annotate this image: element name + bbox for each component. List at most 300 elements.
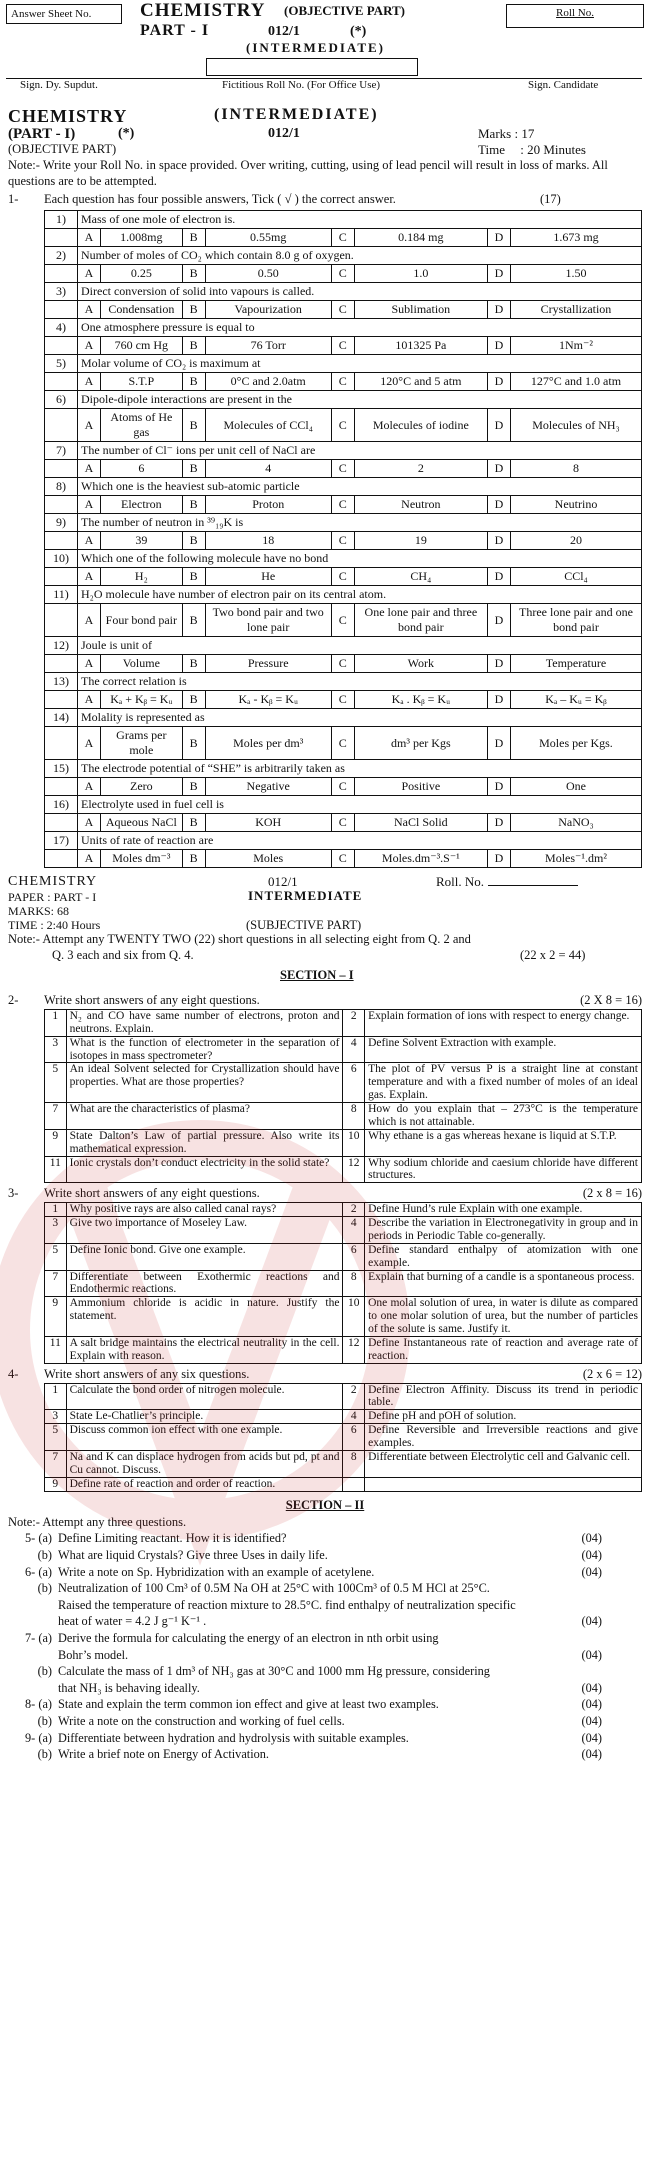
mcq-stem-row xyxy=(45,832,642,850)
option-d[interactable]: One xyxy=(510,778,641,796)
sq-number: 8 xyxy=(343,1270,365,1297)
mcq-stem: Units of rate of reaction are xyxy=(78,832,642,850)
q3-heading xyxy=(0,1183,650,1202)
mcq-number: 13) xyxy=(45,673,78,691)
option-letter-a: A xyxy=(78,496,101,514)
option-b[interactable]: 0°C and 2.0atm xyxy=(205,373,331,391)
long-question-line xyxy=(8,1547,642,1564)
option-a[interactable]: S.T.P xyxy=(101,373,183,391)
long-question-line xyxy=(8,1580,642,1597)
sq-text: Explain formation of ions with respect to energy change. xyxy=(365,1009,642,1036)
short-question-row xyxy=(45,1450,642,1477)
mcq-stem-row xyxy=(45,355,642,373)
lq-text: Write a note on the construction and working of fuel cells. xyxy=(58,1713,345,1728)
sq-number: 6 xyxy=(343,1424,365,1451)
subj-subject: CHEMISTRY xyxy=(8,874,98,889)
sq-number: 12 xyxy=(343,1336,365,1363)
q3-table xyxy=(44,1202,642,1364)
mcq-stem: Joule is unit of xyxy=(78,637,642,655)
obj-star: (*) xyxy=(118,126,135,141)
option-letter-a: A xyxy=(78,265,101,283)
short-question-row xyxy=(45,1036,642,1063)
short-question-row xyxy=(45,1129,642,1156)
mcq-stem: The correct relation is xyxy=(78,673,642,691)
option-c[interactable]: Sublimation xyxy=(354,301,487,319)
option-d[interactable]: Kₐ – Kᵤ = Kᵦ xyxy=(510,691,641,709)
option-b[interactable]: 76 Torr xyxy=(205,337,331,355)
time-value: : 20 Minutes xyxy=(520,142,586,157)
answer-sheet-box[interactable] xyxy=(6,4,122,24)
mcq-number: 12) xyxy=(45,637,78,655)
option-d[interactable]: 1.673 mg xyxy=(510,229,641,247)
option-c[interactable]: dm³ per Kgs xyxy=(354,727,487,760)
header-objective-part: (OBJECTIVE PART) xyxy=(284,3,406,18)
sq-number: 11 xyxy=(45,1156,67,1183)
mcq-number: 6) xyxy=(45,391,78,409)
lq-number: (b) xyxy=(37,1581,52,1596)
mcq-number: 7) xyxy=(45,442,78,460)
subj-note-2: Q. 3 each and six from Q. 4. xyxy=(52,948,194,962)
lq-number xyxy=(8,1647,58,1664)
option-a[interactable]: H₂ xyxy=(101,568,183,586)
sq-number xyxy=(343,1477,365,1491)
mcq-stem: Electrolyte used in fuel cell is xyxy=(78,796,642,814)
q4-heading xyxy=(0,1364,650,1383)
sign-supdt-label: Sign. Dy. Supdut. xyxy=(20,79,98,91)
option-b[interactable]: KOH xyxy=(205,814,331,832)
short-question-row xyxy=(45,1297,642,1337)
q4-table xyxy=(44,1383,642,1492)
mcq-stem: One atmosphere pressure is equal to xyxy=(78,319,642,337)
option-c[interactable]: 101325 Pa xyxy=(354,337,487,355)
mcq-stem-row xyxy=(45,796,642,814)
lq-text: Calculate the mass of 1 dm³ of NH₃ gas at 30°C and 1000 mm Hg pressure, considering xyxy=(58,1664,490,1679)
subj-intermediate: INTERMEDIATE xyxy=(248,888,363,903)
option-letter-d: D xyxy=(487,229,510,247)
option-c[interactable]: Kₐ . Kᵦ = Kᵤ xyxy=(354,691,487,709)
mcq-spacer xyxy=(45,496,78,514)
option-letter-d: D xyxy=(487,814,510,832)
option-letter-b: B xyxy=(182,568,205,586)
option-d[interactable]: Three lone pair and one bond pair xyxy=(510,604,641,637)
mcq-spacer xyxy=(45,409,78,442)
option-a[interactable]: 39 xyxy=(101,532,183,550)
mcq-stem-row xyxy=(45,247,642,265)
option-c[interactable]: 0.184 mg xyxy=(354,229,487,247)
sq-text: Define Electron Affinity. Discuss its trend in periodic table. xyxy=(365,1383,642,1410)
sign-candidate-label: Sign. Candidate xyxy=(528,79,599,91)
option-letter-c: C xyxy=(331,850,354,868)
option-b[interactable]: Two bond pair and two lone pair xyxy=(205,604,331,637)
option-a[interactable]: Aqueous NaCl xyxy=(101,814,183,832)
mcq-stem: The number of Cl⁻ ions per unit cell of NaCl are xyxy=(78,442,642,460)
lq-text: Bohr’s model. xyxy=(58,1647,129,1662)
fictitious-roll-label: Fictitious Roll No. (For Office Use) xyxy=(222,79,381,91)
header-subject: CHEMISTRY xyxy=(140,0,266,21)
mcq-options-row xyxy=(45,265,642,283)
long-question-line xyxy=(8,1713,642,1730)
option-letter-b: B xyxy=(182,727,205,760)
long-question-line xyxy=(8,1613,642,1630)
subj-part-label: (SUBJECTIVE PART) xyxy=(246,918,362,932)
sq-number: 1 xyxy=(45,1009,67,1036)
q2-number: 2- xyxy=(8,993,19,1007)
option-b[interactable]: 0.55mg xyxy=(205,229,331,247)
mcq-spacer xyxy=(45,691,78,709)
option-letter-d: D xyxy=(487,778,510,796)
lq-text: that NH₃ is behaving ideally. xyxy=(58,1680,200,1695)
sq-text: Define Hund’s rule Explain with one example. xyxy=(365,1203,642,1217)
option-d[interactable]: 127°C and 1.0 atm xyxy=(510,373,641,391)
option-a[interactable]: Electron xyxy=(101,496,183,514)
option-b[interactable]: Vapourization xyxy=(205,301,331,319)
mcq-stem-row xyxy=(45,391,642,409)
mcq-stem: The number of neutron in ³⁹₁₉K is xyxy=(78,514,642,532)
mcq-stem: H₂O molecule have number of electron pair on its central atom. xyxy=(78,586,642,604)
lq-text: Raised the temperature of reaction mixture to 28.5°C. find enthalpy of neutralization specific xyxy=(58,1597,516,1612)
lq-number xyxy=(8,1680,58,1697)
sq-text: Differentiate between Electrolytic cell and Galvanic cell. xyxy=(365,1450,642,1477)
option-letter-c: C xyxy=(331,691,354,709)
lq-text: Neutralization of 100 Cm³ of 0.5M Na OH at 25°C with 100Cm³ of 0.5 M HCl at 25°C. xyxy=(58,1581,490,1596)
option-letter-c: C xyxy=(331,814,354,832)
option-c[interactable]: 120°C and 5 atm xyxy=(354,373,487,391)
mcq-stem: Molality is represented as xyxy=(78,709,642,727)
option-c[interactable]: 19 xyxy=(354,532,487,550)
subj-note-marks: (22 x 2 = 44) xyxy=(520,948,586,962)
sq-number: 4 xyxy=(343,1410,365,1424)
option-letter-a: A xyxy=(78,409,101,442)
option-a[interactable]: 760 cm Hg xyxy=(101,337,183,355)
mcq-spacer xyxy=(45,655,78,673)
sq-number: 5 xyxy=(45,1424,67,1451)
option-letter-c: C xyxy=(331,568,354,586)
mcq-stem: Which one is the heaviest sub-atomic particle xyxy=(78,478,642,496)
option-a[interactable]: 6 xyxy=(101,460,183,478)
marks-label: Marks xyxy=(478,126,512,141)
option-b[interactable]: Moles per dm³ xyxy=(205,727,331,760)
option-letter-d: D xyxy=(487,409,510,442)
roll-blank[interactable] xyxy=(488,885,578,886)
option-d[interactable]: Crystallization xyxy=(510,301,641,319)
option-letter-d: D xyxy=(487,604,510,637)
section-2-note: Note:- Attempt any three questions. xyxy=(8,1514,187,1529)
option-d[interactable]: Moles⁻¹.dm² xyxy=(510,850,641,868)
lq-marks xyxy=(602,1630,642,1647)
sq-text: State Dalton’s Law of partial pressure. Also write its mathematical expression. xyxy=(66,1129,343,1156)
sq-number: 4 xyxy=(343,1036,365,1063)
lq-text: Write a brief note on Energy of Activation. xyxy=(58,1747,269,1762)
sq-text: Define rate of reaction and order of reaction. xyxy=(66,1477,343,1491)
lq-marks xyxy=(602,1580,642,1597)
option-a[interactable]: Moles dm⁻³ xyxy=(101,850,183,868)
option-letter-c: C xyxy=(331,532,354,550)
option-d[interactable]: 8 xyxy=(510,460,641,478)
short-question-row xyxy=(45,1383,642,1410)
short-question-row xyxy=(45,1063,642,1103)
mcq-stem: Mass of one mole of electron is. xyxy=(78,211,642,229)
option-a[interactable]: Zero xyxy=(101,778,183,796)
lq-text: Define Limiting reactant. How it is identified? xyxy=(58,1531,287,1546)
option-a[interactable]: Condensation xyxy=(101,301,183,319)
fictitious-roll-box[interactable] xyxy=(206,58,418,76)
option-letter-c: C xyxy=(331,460,354,478)
long-question-line xyxy=(8,1746,642,1763)
sq-text: One molal solution of urea, in water is dilute as compared to one molar solution of urea, but the number of particles of the solute is same. Justify it. xyxy=(365,1297,642,1337)
mcq-number: 14) xyxy=(45,709,78,727)
mcq-stem-row xyxy=(45,283,642,301)
option-a[interactable]: 1.008mg xyxy=(101,229,183,247)
short-question-row xyxy=(45,1410,642,1424)
header-intermediate: (INTERMEDIATE) xyxy=(246,40,385,55)
option-b[interactable]: Proton xyxy=(205,496,331,514)
sq-number: 7 xyxy=(45,1270,67,1297)
mcq-spacer xyxy=(45,778,78,796)
sq-number: 12 xyxy=(343,1156,365,1183)
sq-text: How do you explain that – 273°C is the temperature which is not attainable. xyxy=(365,1103,642,1130)
lq-text: Write a note on Sp. Hybridization with an example of acetylene. xyxy=(58,1564,375,1579)
option-c[interactable]: Positive xyxy=(354,778,487,796)
option-b[interactable]: Kₐ - Kᵦ = Kᵤ xyxy=(205,691,331,709)
sq-number: 11 xyxy=(45,1336,67,1363)
long-question-line xyxy=(8,1680,642,1697)
mcq-number: 4) xyxy=(45,319,78,337)
option-d[interactable]: Molecules of NH₃ xyxy=(510,409,641,442)
option-c[interactable]: Molecules of iodine xyxy=(354,409,487,442)
sq-text: Differentiate between Exothermic reactions and Endothermic reactions. xyxy=(66,1270,343,1297)
short-questions xyxy=(0,990,650,1492)
option-letter-c: C xyxy=(331,496,354,514)
option-letter-a: A xyxy=(78,532,101,550)
long-question-line xyxy=(8,1597,642,1614)
sq-text: Define Reversible and Irreversible reactions and give examples. xyxy=(365,1424,642,1451)
obj-code: 012/1 xyxy=(268,126,300,141)
mcq-number: 16) xyxy=(45,796,78,814)
mcq-stem-row xyxy=(45,550,642,568)
sq-text: The plot of PV versus P is a straight line at constant temperature and with a fixed number of moles of an ideal gas. Explain. xyxy=(365,1063,642,1103)
option-a[interactable]: Four bond pair xyxy=(101,604,183,637)
short-question-row xyxy=(45,1203,642,1217)
option-letter-b: B xyxy=(182,532,205,550)
lq-text: State and explain the term common ion effect and give at least two examples. xyxy=(58,1697,439,1712)
q1-number: 1- xyxy=(8,192,19,206)
option-b[interactable]: He xyxy=(205,568,331,586)
option-c[interactable]: One lone pair and three bond pair xyxy=(354,604,487,637)
lq-number: 7- (a) xyxy=(25,1630,52,1645)
obj-marks xyxy=(478,126,534,142)
mcq-stem: Which one of the following molecule have no bond xyxy=(78,550,642,568)
mcq-spacer xyxy=(45,568,78,586)
option-a[interactable]: Grams per mole xyxy=(101,727,183,760)
option-b[interactable]: Molecules of CCl₄ xyxy=(205,409,331,442)
header-part: PART - I xyxy=(140,22,210,39)
answer-sheet-label: Answer Sheet No. xyxy=(11,8,92,20)
sq-number: 2 xyxy=(343,1383,365,1410)
sq-number: 7 xyxy=(45,1103,67,1130)
option-c[interactable]: CH₄ xyxy=(354,568,487,586)
lq-marks xyxy=(602,1597,642,1614)
option-b[interactable]: 0.50 xyxy=(205,265,331,283)
option-letter-b: B xyxy=(182,604,205,637)
sq-number: 8 xyxy=(343,1450,365,1477)
option-letter-c: C xyxy=(331,604,354,637)
sq-text: Why positive rays are also called canal rays? xyxy=(66,1203,343,1217)
option-d[interactable]: CCl₄ xyxy=(510,568,641,586)
obj-subject: CHEMISTRY xyxy=(8,106,128,126)
sq-text: Why sodium chloride and caesium chloride have different structures. xyxy=(365,1156,642,1183)
sq-text: Ammonium chloride is acidic in nature. Justify the statement. xyxy=(66,1297,343,1337)
long-question-line xyxy=(8,1663,642,1680)
sq-number: 9 xyxy=(45,1477,67,1491)
option-letter-b: B xyxy=(182,691,205,709)
subj-time: TIME : 2:40 Hours xyxy=(8,918,101,932)
mcq-stem: Number of moles of CO₂ which contain 8.0 g of oxygen. xyxy=(78,247,642,265)
option-c[interactable]: NaCl Solid xyxy=(354,814,487,832)
sq-number: 5 xyxy=(45,1243,67,1270)
sq-text: Define Solvent Extraction with example. xyxy=(365,1036,642,1063)
roll-no-box[interactable] xyxy=(506,4,644,28)
option-letter-c: C xyxy=(331,655,354,673)
mcq-options-row xyxy=(45,727,642,760)
option-b[interactable]: Negative xyxy=(205,778,331,796)
lq-number: 8- (a) xyxy=(25,1697,52,1712)
option-letter-c: C xyxy=(331,337,354,355)
sq-text: Define Instantaneous rate of reaction and average rate of reaction. xyxy=(365,1336,642,1363)
mcq-options-row xyxy=(45,691,642,709)
q2-title: Write short answers of any eight questions. xyxy=(44,993,260,1007)
lq-number xyxy=(8,1613,58,1630)
option-b[interactable]: Moles xyxy=(205,850,331,868)
sq-text: N₂ and CO have same number of electrons, proton and neutrons. Explain. xyxy=(66,1009,343,1036)
option-letter-a: A xyxy=(78,460,101,478)
mcq-stem: The electrode potential of “SHE” is arbitrarily taken as xyxy=(78,760,642,778)
option-d[interactable]: Neutrino xyxy=(510,496,641,514)
lq-number: (b) xyxy=(37,1547,52,1562)
lq-marks: (04) xyxy=(581,1697,602,1712)
subjective-heading xyxy=(0,868,650,990)
mcq-options-row xyxy=(45,496,642,514)
mcq-spacer xyxy=(45,532,78,550)
mcq-options-row xyxy=(45,373,642,391)
short-question-row xyxy=(45,1009,642,1036)
sq-number: 6 xyxy=(343,1063,365,1103)
option-d[interactable]: Moles per Kgs. xyxy=(510,727,641,760)
option-letter-b: B xyxy=(182,778,205,796)
sq-number: 6 xyxy=(343,1243,365,1270)
sq-number: 5 xyxy=(45,1063,67,1103)
option-c[interactable]: 2 xyxy=(354,460,487,478)
sq-text: Describe the variation in Electronegativity in group and in periods in Periodic Table co-generally. xyxy=(365,1217,642,1244)
option-letter-a: A xyxy=(78,778,101,796)
option-b[interactable]: 4 xyxy=(205,460,331,478)
long-question-line xyxy=(8,1730,642,1747)
long-question-line xyxy=(8,1530,642,1547)
mcq-stem-row xyxy=(45,673,642,691)
option-c[interactable]: Work xyxy=(354,655,487,673)
lq-number: (b) xyxy=(37,1747,52,1762)
q1-marks: (17) xyxy=(540,192,561,206)
mcq-options-row xyxy=(45,337,642,355)
option-letter-b: B xyxy=(182,409,205,442)
option-d[interactable]: 1.50 xyxy=(510,265,641,283)
option-c[interactable]: Moles.dm⁻³.S⁻¹ xyxy=(354,850,487,868)
subj-note-1: Note:- Attempt any TWENTY TWO (22) short questions in all selecting eight from Q. 2 and xyxy=(8,932,471,946)
mcq-number: 3) xyxy=(45,283,78,301)
option-letter-d: D xyxy=(487,265,510,283)
option-b[interactable]: Pressure xyxy=(205,655,331,673)
mcq-number: 1) xyxy=(45,211,78,229)
option-a[interactable]: Volume xyxy=(101,655,183,673)
sq-text: State Le-Chatlier’s principle. xyxy=(66,1410,343,1424)
lq-marks: (04) xyxy=(581,1547,602,1562)
option-letter-b: B xyxy=(182,229,205,247)
obj-intermediate: (INTERMEDIATE) xyxy=(214,106,379,123)
section-2-heading xyxy=(0,1496,650,1514)
option-letter-d: D xyxy=(487,568,510,586)
q3-title: Write short answers of any eight questions. xyxy=(44,1186,260,1201)
sq-number: 7 xyxy=(45,1450,67,1477)
option-letter-a: A xyxy=(78,301,101,319)
mcq-options-row xyxy=(45,655,642,673)
mcq-spacer xyxy=(45,337,78,355)
short-question-row xyxy=(45,1103,642,1130)
mcq-number: 10) xyxy=(45,550,78,568)
option-d[interactable]: Temperature xyxy=(510,655,641,673)
subj-roll-label: Roll. No. xyxy=(436,874,485,889)
mcq-number: 5) xyxy=(45,355,78,373)
roll-no-label: Roll No. xyxy=(556,7,594,19)
lq-marks: (04) xyxy=(581,1647,602,1662)
option-a[interactable]: Kₐ + Kᵦ = Kᵤ xyxy=(101,691,183,709)
mcq-stem-row xyxy=(45,760,642,778)
short-question-row xyxy=(45,1477,642,1491)
mcq-spacer xyxy=(45,604,78,637)
option-c[interactable]: 1.0 xyxy=(354,265,487,283)
option-d[interactable]: 20 xyxy=(510,532,641,550)
marks-value: : 17 xyxy=(514,126,535,141)
mcq-stem-row xyxy=(45,478,642,496)
subj-roll xyxy=(436,874,578,890)
long-questions xyxy=(0,1530,650,1762)
mcq-stem: Molar volume of CO₂ is maximum at xyxy=(78,355,642,373)
option-letter-a: A xyxy=(78,568,101,586)
sq-number: 10 xyxy=(343,1129,365,1156)
option-letter-a: A xyxy=(78,727,101,760)
mcq-spacer xyxy=(45,460,78,478)
subj-code: 012/1 xyxy=(268,874,298,889)
section-2-title: SECTION – II xyxy=(285,1497,365,1512)
subj-paper: PAPER : PART - I xyxy=(8,890,97,904)
sq-number: 1 xyxy=(45,1383,67,1410)
option-d[interactable]: 1Nm⁻² xyxy=(510,337,641,355)
option-letter-c: C xyxy=(331,229,354,247)
option-letter-c: C xyxy=(331,778,354,796)
q4-marks: (2 x 6 = 12) xyxy=(582,1366,642,1381)
sq-text: Define Ionic bond. Give one example. xyxy=(66,1243,343,1270)
option-d[interactable]: NaNO₃ xyxy=(510,814,641,832)
option-letter-b: B xyxy=(182,496,205,514)
option-a[interactable]: Atoms of He gas xyxy=(101,409,183,442)
option-c[interactable]: Neutron xyxy=(354,496,487,514)
sq-text: What is the function of electrometer in the separation of isotopes in mass spectrometer? xyxy=(66,1036,343,1063)
sq-text: Discuss common ion effect with one example. xyxy=(66,1424,343,1451)
option-a[interactable]: 0.25 xyxy=(101,265,183,283)
option-b[interactable]: 18 xyxy=(205,532,331,550)
q2-heading xyxy=(0,990,650,1009)
mcq-stem: Direct conversion of solid into vapours is called. xyxy=(78,283,642,301)
lq-text: What are liquid Crystals? Give three Uses in daily life. xyxy=(58,1547,328,1562)
option-letter-b: B xyxy=(182,850,205,868)
